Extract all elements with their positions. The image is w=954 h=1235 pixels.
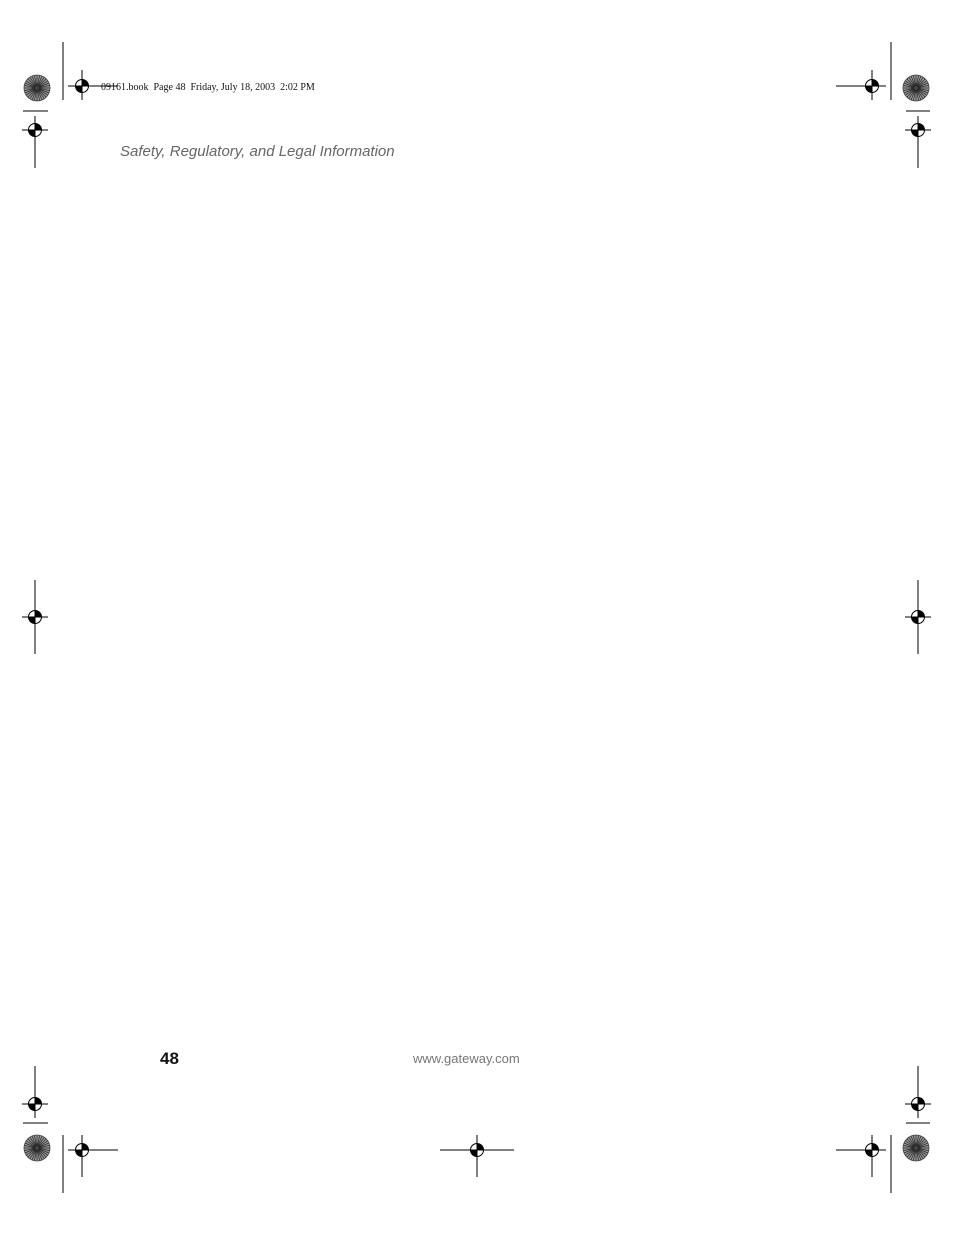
registration-target-bottom-center bbox=[440, 1135, 514, 1177]
star-target-top-right bbox=[903, 75, 929, 101]
star-target-bottom-right bbox=[903, 1135, 929, 1161]
running-head: Safety, Regulatory, and Legal Information bbox=[120, 143, 395, 160]
footer-url: www.gateway.com bbox=[413, 1051, 520, 1066]
registration-target-right-middle bbox=[905, 580, 931, 654]
star-target-bottom-left bbox=[24, 1135, 50, 1161]
registration-target-left-middle bbox=[22, 580, 48, 654]
star-target-top-left bbox=[24, 75, 50, 101]
page-number: 48 bbox=[160, 1049, 179, 1068]
print-slug: 09161.book Page 48 Friday, July 18, 2003 2:02 PM bbox=[101, 82, 315, 93]
